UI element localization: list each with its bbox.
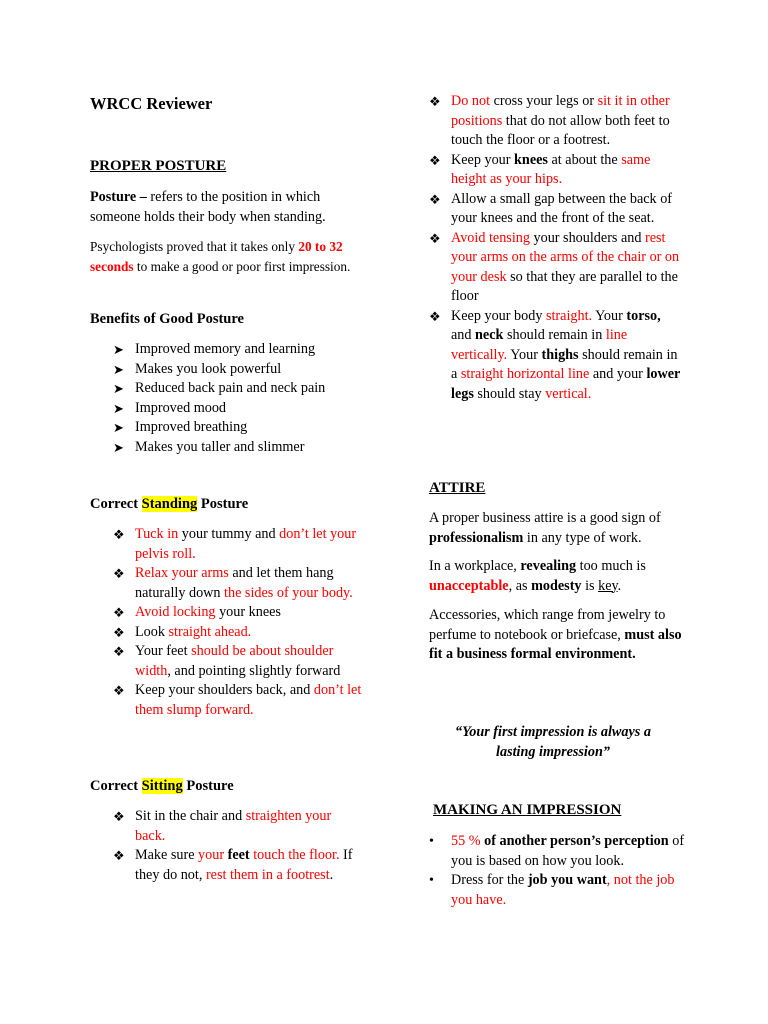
diamond-bullet-icon: ❖: [429, 308, 441, 324]
list-item: ➤ Reduced back pain and neck pain: [113, 379, 373, 399]
page-title: WRCC Reviewer: [90, 94, 213, 113]
diamond-bullet-icon: ❖: [113, 527, 125, 542]
list-item: ➤ Makes you taller and slimmer: [113, 438, 373, 458]
list-item: ➤ Improved memory and learning: [113, 340, 373, 360]
list-item: ❖ Avoid tensing your shoulders and rest your arms on the arms of the chair or on your desk so that they are parallel to the floor: [429, 229, 680, 304]
diamond-bullet-icon: ❖: [113, 605, 125, 620]
section-heading-attire: ATTIRE: [429, 480, 486, 496]
list-item: ➤ Improved mood: [113, 399, 373, 419]
diamond-bullet-icon: ❖: [429, 94, 441, 109]
psych-text-b: to make a good or poor first impression.: [133, 258, 351, 274]
diamond-bullet-icon: ❖: [429, 230, 441, 246]
sitting-list-continued: [429, 92, 681, 404]
diamond-bullet-icon: ❖: [113, 644, 125, 659]
list-item: • 55 % of another person’s perception of you is based on how you look.: [429, 833, 685, 869]
list-item: ❖ Relax your arms and let them hang naturally down the sides of your body.: [113, 565, 353, 601]
benefits-list: [113, 340, 373, 457]
diamond-bullet-icon: ❖: [113, 809, 125, 824]
diamond-bullet-icon: ❖: [113, 624, 125, 640]
list-item: ❖ Make sure your feet touch the floor. If they do not, rest them in a footrest.: [113, 847, 353, 883]
dot-bullet-icon: •: [429, 834, 434, 849]
arrow-bullet-icon: ➤: [113, 439, 124, 455]
list-item: • Dress for the job you want, not the job you have.: [429, 872, 675, 908]
diamond-bullet-icon: ❖: [113, 683, 125, 698]
list-item: ❖ Your feet should be about shoulder width, and pointing slightly forward: [113, 643, 341, 679]
attire-paragraph-2: In a workplace, revealing too much is unacceptable, as modesty is key.: [429, 558, 646, 594]
psychologists-paragraph: [90, 237, 370, 276]
dot-bullet-icon: •: [429, 873, 434, 888]
list-item: ❖ Tuck in your tummy and don’t let your pelvis roll.: [113, 526, 357, 562]
list-item: ❖ Sit in the chair and straighten your back.: [113, 808, 332, 844]
section-heading-proper-posture: PROPER POSTURE: [90, 158, 227, 174]
benefits-heading: Benefits of Good Posture: [90, 311, 244, 327]
psych-text-red: 20 to 32 seconds: [90, 239, 343, 274]
diamond-bullet-icon: ❖: [113, 848, 125, 863]
list-item: ❖ Keep your shoulders back, and don’t let them slump forward.: [113, 682, 362, 718]
impression-quote: “Your first impression is always a lasting impression”: [455, 724, 651, 760]
list-item: ❖ Keep your knees at about the same height as your hips.: [429, 151, 651, 187]
standing-list: [113, 525, 365, 720]
list-item: ❖ Look straight ahead.: [113, 623, 365, 643]
diamond-bullet-icon: ❖: [429, 152, 441, 168]
attire-paragraph-3: Accessories, which range from jewelry to perfume to notebook or briefcase, must also fit a business formal environment.: [429, 607, 682, 662]
sitting-heading: Correct Sitting Posture: [90, 778, 234, 794]
list-item: ❖ Avoid locking your knees: [113, 603, 365, 623]
list-item: ❖ Keep your body straight. Your torso, and neck should remain in line vertically. Your thighs should remain in a straight horizontal line and your lower legs should stay vertical.: [429, 307, 681, 402]
list-item: ❖ Allow a small gap between the back of your knees and the front of the seat.: [429, 190, 673, 226]
posture-def-text: refers to the position in which someone holds their body when standing.: [90, 189, 326, 225]
attire-paragraph-1: A proper business attire is a good sign of professionalism in any type of work.: [429, 510, 661, 546]
arrow-bullet-icon: ➤: [113, 400, 124, 416]
psych-text-a: Psychologists proved that it takes only: [90, 239, 299, 254]
list-item: ➤ Makes you look powerful: [113, 360, 373, 380]
posture-definition: [90, 188, 360, 227]
posture-term: Posture –: [90, 189, 147, 205]
impression-list: [429, 832, 689, 910]
diamond-bullet-icon: ❖: [429, 191, 441, 207]
list-item: ❖ Do not cross your legs or sit it in other positions that do not allow both feet to touch the floor or a footrest.: [429, 93, 670, 148]
list-item: ➤ Improved breathing: [113, 418, 373, 438]
standing-heading: Correct Standing Posture: [90, 496, 249, 512]
arrow-bullet-icon: ➤: [113, 361, 124, 377]
arrow-bullet-icon: ➤: [113, 420, 124, 435]
sitting-list: [113, 807, 365, 885]
arrow-bullet-icon: ➤: [113, 342, 124, 357]
section-heading-making-an-impression: MAKING AN IMPRESSION: [433, 802, 622, 818]
diamond-bullet-icon: ❖: [113, 566, 125, 581]
arrow-bullet-icon: ➤: [113, 381, 124, 396]
